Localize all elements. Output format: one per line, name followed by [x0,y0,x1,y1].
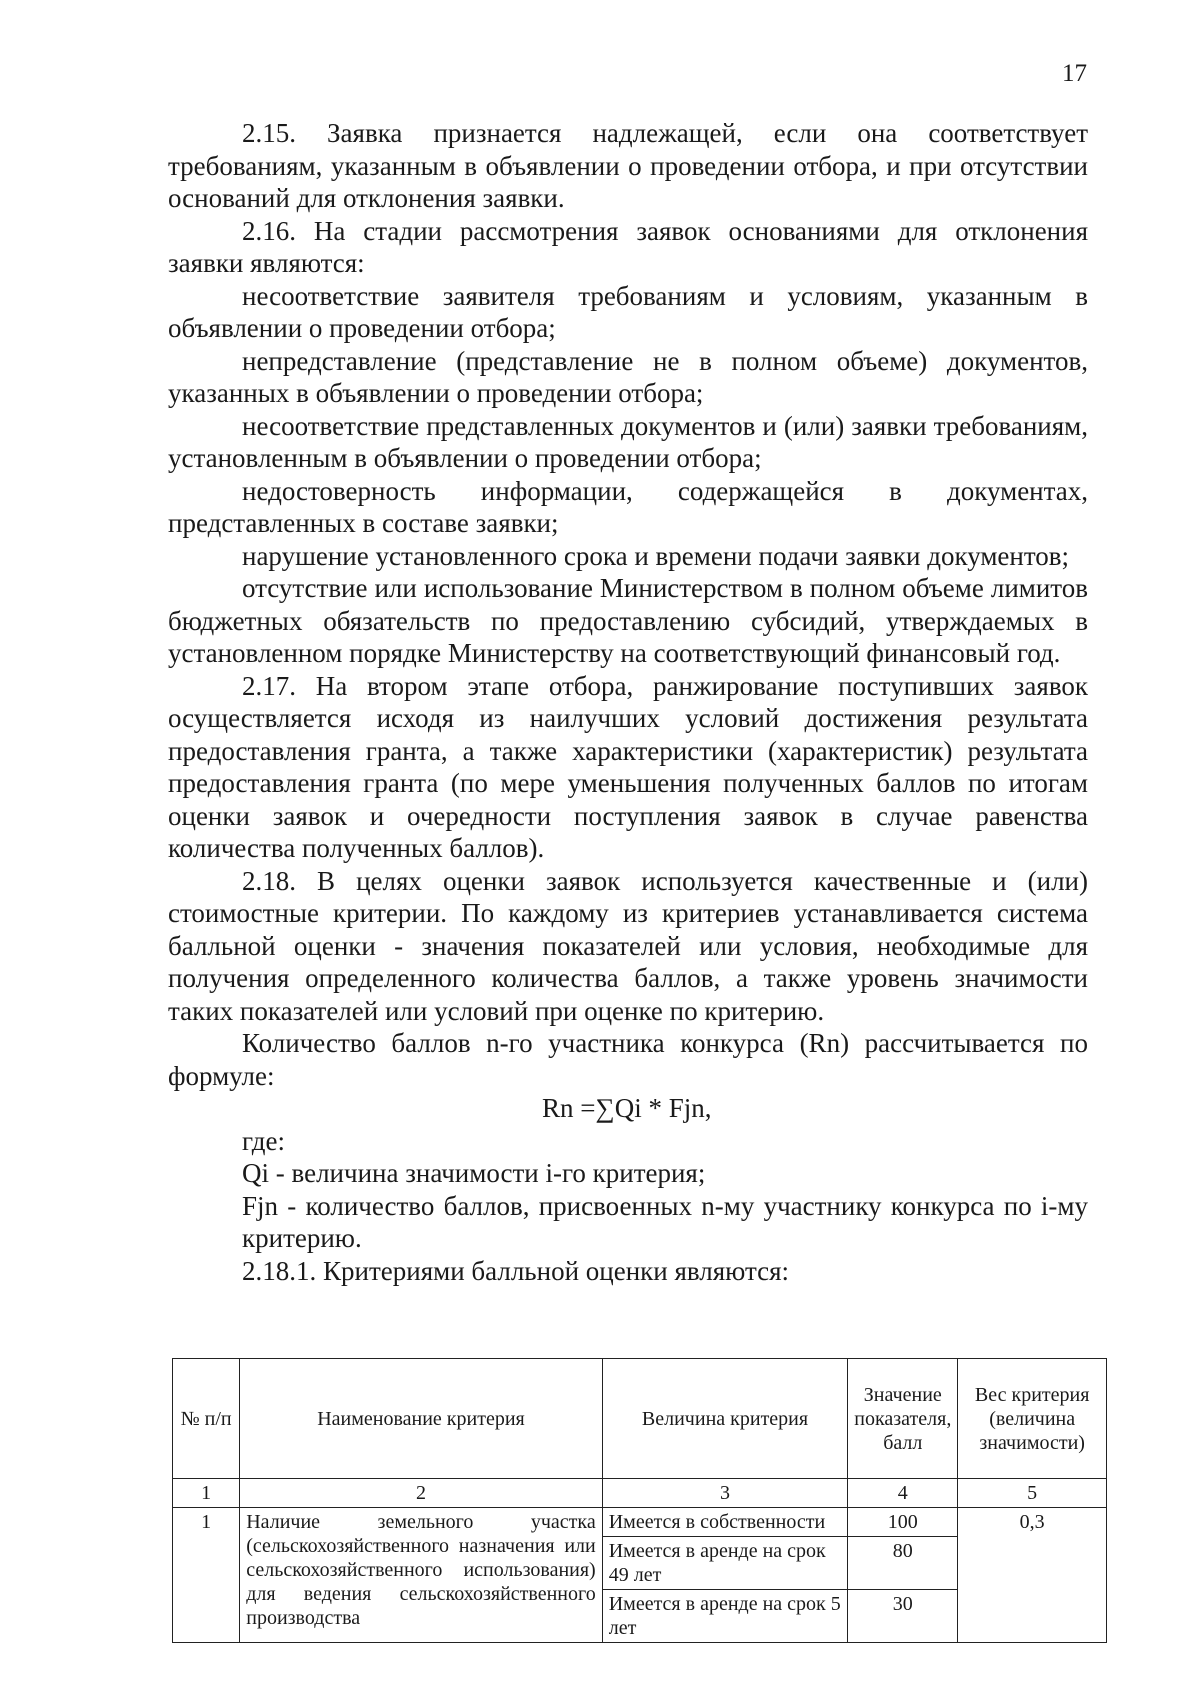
header-weight: Вес критерия (величина значимости) [958,1359,1107,1479]
document-body [168,117,1088,1287]
paragraph: где: [242,1125,285,1156]
criterion-score: 80 [848,1537,958,1590]
column-number-row [173,1479,1107,1508]
paragraph: 2.18. В целях оценки заявок используется качественные и (или) стоимостные критерии. По каждому из критериев устанавливается система балльной оценки - значения показателей или условия, необходимые для получения определенного количества баллов, а также уровень значимости таких показателей или условий при оценке по критерию. [168,865,1088,1026]
formula: Rn =∑Qi * Fjn, [542,1093,712,1123]
criterion-score: 100 [848,1508,958,1537]
header-number: № п/п [173,1359,240,1479]
header-criterion-name: Наименование критерия [240,1359,602,1479]
paragraph: нарушение установленного срока и времени подачи заявки документов; [242,540,1070,571]
criterion-name: Наличие земельного участка (сельскохозяйственного назначения или сельскохозяйственного использования) для ведения сельскохозяйственного производства [240,1508,602,1643]
column-number: 1 [173,1479,240,1508]
table-header-row [173,1359,1107,1479]
paragraph: Количество баллов n-го участника конкурса (Rn) рассчитывается по формуле: [168,1028,1088,1091]
table-row [173,1508,1107,1537]
paragraph: Qi - величина значимости i-го критерия; [242,1158,706,1188]
criterion-option: Имеется в собственности [602,1508,848,1537]
column-number: 3 [602,1479,848,1508]
criteria-table [172,1358,1107,1643]
paragraph: несоответствие заявителя требованиям и условиям, указанным в объявлении о проведении отбора; [168,280,1088,343]
criterion-option: Имеется в аренде на срок 49 лет [602,1537,848,1590]
paragraph: недостоверность информации, содержащейся в документах, представленных в составе заявки; [168,475,1088,538]
paragraph: 2.16. На стадии рассмотрения заявок основаниями для отклонения заявки являются: [168,215,1088,278]
criterion-score: 30 [848,1590,958,1643]
paragraph: несоответствие представленных документов и (или) заявки требованиям, установленным в объявлении о проведении отбора; [168,410,1088,473]
paragraph: 2.18.1. Критериями балльной оценки являются: [242,1255,790,1286]
criterion-weight: 0,3 [958,1508,1107,1643]
row-number: 1 [173,1508,240,1643]
paragraph: 2.15. Заявка признается надлежащей, если она соответствует требованиям, указанным в объявлении о проведении отбора, и при отсутствии оснований для отклонения заявки. [168,118,1088,213]
paragraph: Fjn - количество баллов, присвоенных n-му участнику конкурса по i-му критерию. [242,1190,1088,1253]
column-number: 4 [848,1479,958,1508]
page-number: 17 [1062,60,1087,87]
header-score: Значение показателя, балл [848,1359,958,1479]
paragraph: отсутствие или использование Министерством в полном объеме лимитов бюджетных обязательств по предоставлению субсидий, утверждаемых в установленном порядке Министерству на соответствующий финансовый год. [168,573,1088,668]
column-number: 2 [240,1479,602,1508]
column-number: 5 [958,1479,1107,1508]
criteria-table-wrap [172,1358,1107,1643]
criterion-option: Имеется в аренде на срок 5 лет [602,1590,848,1643]
header-criterion-value: Величина критерия [602,1359,848,1479]
paragraph: непредставление (представление не в полном объеме) документов, указанных в объявлении о проведении отбора; [168,345,1088,408]
paragraph: 2.17. На втором этапе отбора, ранжирование поступивших заявок осуществляется исходя из наилучших условий достижения результата предоставления гранта, а также характеристики (характеристик) результата предоставления гранта (по мере уменьшения полученных баллов по итогам оценки заявок и очередности поступления заявок в случае равенства количества полученных баллов). [168,670,1088,863]
